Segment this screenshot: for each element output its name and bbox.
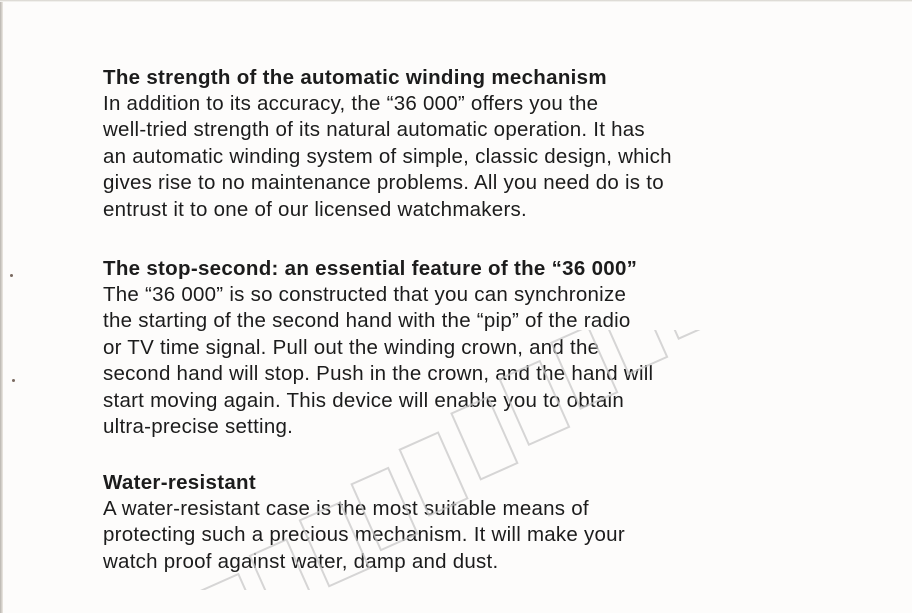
paragraph-line: protecting such a precious mechanism. It will make your bbox=[103, 523, 625, 547]
paragraph-line: watch proof against water, damp and dust. bbox=[103, 549, 499, 573]
section-water-resistant bbox=[103, 470, 833, 575]
paragraph-line: A water-resistant case is the most suitable means of bbox=[103, 497, 589, 520]
paper-speck bbox=[10, 274, 13, 277]
paragraph-line: start moving again. This device will enable you to obtain bbox=[103, 388, 624, 412]
section-automatic-winding bbox=[103, 65, 833, 223]
paragraph-line: gives rise to no maintenance problems. All you need do is to bbox=[103, 171, 664, 195]
paper-speck bbox=[12, 379, 15, 382]
page-left-edge bbox=[0, 0, 3, 613]
paragraph-line: second hand will stop. Push in the crown, and the hand will bbox=[103, 362, 654, 386]
paragraph-line: In addition to its accuracy, the “36 000” offers you the bbox=[103, 92, 599, 115]
paragraph-line: well-tried strength of its natural automatic operation. It has bbox=[103, 118, 645, 142]
section-stop-second bbox=[103, 256, 833, 440]
paragraph-line: an automatic winding system of simple, classic design, which bbox=[103, 144, 672, 168]
paragraph-line: or TV time signal. Pull out the winding crown, and the bbox=[103, 335, 600, 359]
paragraph-line: entrust it to one of our licensed watchmakers. bbox=[103, 197, 527, 221]
page-top-edge bbox=[0, 0, 912, 2]
paragraph-line: the starting of the second hand with the “pip” of the radio bbox=[103, 309, 631, 333]
section-heading: Water-resistant bbox=[103, 471, 256, 494]
paragraph-line: ultra-precise setting. bbox=[103, 415, 294, 439]
section-heading: The stop-second: an essential feature of the “36 000” bbox=[103, 257, 638, 280]
paragraph-line: The “36 000” is so constructed that you can synchronize bbox=[103, 283, 627, 306]
section-heading: The strength of the automatic winding mechanism bbox=[103, 66, 607, 89]
